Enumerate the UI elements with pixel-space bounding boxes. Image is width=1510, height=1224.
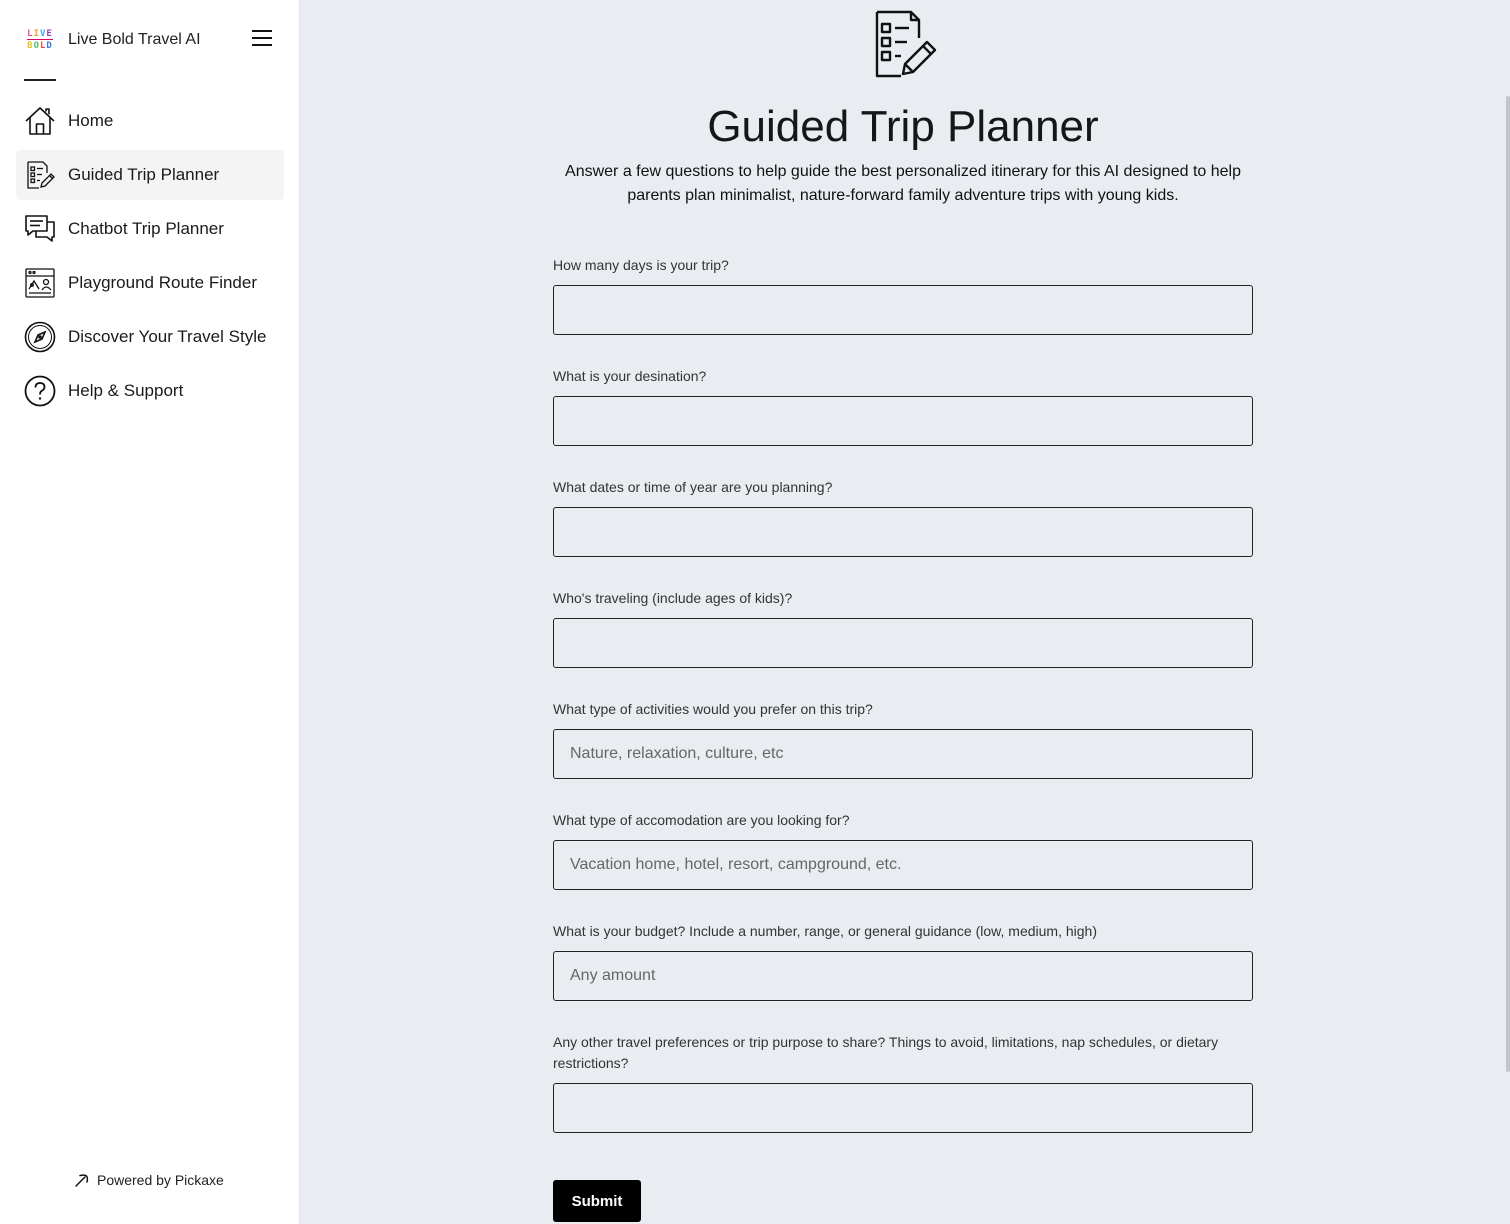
- page-title: Guided Trip Planner: [707, 102, 1099, 151]
- preferences-input[interactable]: [553, 1083, 1253, 1133]
- playground-map-icon: [24, 267, 56, 299]
- sidebar-item-label: Guided Trip Planner: [68, 165, 220, 184]
- main-content: [301, 0, 1510, 1224]
- compass-icon: [24, 321, 56, 353]
- sidebar: [0, 0, 300, 1224]
- form-field-budget: [553, 921, 1253, 1032]
- sidebar-item-label: Chatbot Trip Planner: [68, 219, 224, 238]
- chat-bubbles-icon: [24, 213, 56, 245]
- sidebar-item-help-support[interactable]: [16, 366, 284, 416]
- activities-input[interactable]: [553, 729, 1253, 779]
- trip-planner-form: [553, 255, 1253, 1164]
- sidebar-item-guided-trip-planner[interactable]: [16, 150, 284, 200]
- page-subtitle: Answer a few questions to help guide the best personalized itinerary for this AI designed to help parents plan minimalist, nature-forward family adventure trips with young kids.: [565, 163, 1241, 204]
- trip-days-input[interactable]: [553, 285, 1253, 335]
- form-field-destination: [553, 366, 1253, 477]
- home-icon: [24, 105, 56, 137]
- brand-divider: [24, 79, 56, 81]
- field-label: Who's traveling (include ages of kids)?: [553, 590, 793, 606]
- submit-button[interactable]: Submit: [553, 1180, 641, 1222]
- powered-by-link[interactable]: [74, 1172, 224, 1188]
- field-label: What is your budget? Include a number, range, or general guidance (low, medium, high): [553, 923, 1097, 939]
- field-label: Any other travel preferences or trip purpose to share? Things to avoid, limitations, nap schedules, or dietary restrictions?: [553, 1034, 1219, 1071]
- brand[interactable]: [24, 24, 284, 56]
- checklist-pencil-icon: [867, 8, 939, 80]
- field-label: How many days is your trip?: [553, 257, 729, 273]
- form-field-preferences: [553, 1032, 1253, 1164]
- travelers-input[interactable]: [553, 618, 1253, 668]
- logo-row-bottom: BOLD: [27, 41, 53, 51]
- help-circle-icon: [24, 375, 56, 407]
- sidebar-item-discover-travel-style[interactable]: [16, 312, 284, 362]
- form-field-days: [553, 255, 1253, 366]
- sidebar-item-home[interactable]: [16, 96, 284, 146]
- field-label: What is your desination?: [553, 368, 707, 384]
- field-label: What type of accomodation are you looking for?: [553, 812, 850, 828]
- dates-input[interactable]: [553, 507, 1253, 557]
- pickaxe-icon: [74, 1173, 89, 1188]
- sidebar-item-chatbot-trip-planner[interactable]: [16, 204, 284, 254]
- hamburger-menu-icon[interactable]: [252, 30, 272, 50]
- form-field-accommodation: [553, 810, 1253, 921]
- powered-by-text: Powered by Pickaxe: [97, 1172, 224, 1188]
- sidebar-item-label: Playground Route Finder: [68, 273, 258, 292]
- destination-input[interactable]: [553, 396, 1253, 446]
- field-label: What dates or time of year are you planning?: [553, 479, 833, 495]
- field-label: What type of activities would you prefer on this trip?: [553, 701, 873, 717]
- form-field-activities: [553, 699, 1253, 810]
- sidebar-item-label: Home: [68, 111, 114, 130]
- sidebar-item-label: Discover Your Travel Style: [68, 327, 267, 346]
- live-bold-logo[interactable]: [24, 24, 56, 56]
- budget-input[interactable]: [553, 951, 1253, 1001]
- form-field-travelers: [553, 588, 1253, 699]
- checklist-pencil-icon: [24, 159, 56, 191]
- form-field-dates: [553, 477, 1253, 588]
- scrollbar-thumb[interactable]: [1506, 96, 1510, 1072]
- sidebar-item-label: Help & Support: [68, 381, 184, 400]
- logo-row-top: LIVE: [27, 29, 53, 39]
- sidebar-item-playground-route-finder[interactable]: [16, 258, 284, 308]
- accommodation-input[interactable]: [553, 840, 1253, 890]
- sidebar-nav: [16, 96, 284, 420]
- app-name: Live Bold Travel AI: [68, 31, 201, 48]
